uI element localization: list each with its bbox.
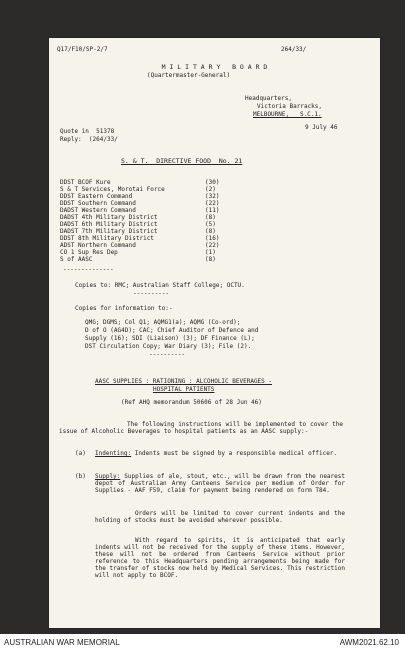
reference-line: (Ref AHQ memorandum 50606 of 28 Jun 46)	[121, 399, 262, 406]
item-b-paragraph	[95, 473, 345, 494]
distribution-row	[60, 200, 219, 207]
address-line-3: MELBOURNE, S.C.1.	[253, 111, 322, 118]
copies-to: Copies to: RMC; Australian Staff College; OCTU.	[75, 282, 245, 289]
distribution-label: DADST 6th Military District	[60, 221, 158, 228]
distribution-count: (8)	[205, 214, 216, 221]
letter-date: 9 July 46	[305, 124, 338, 131]
org-title: M I L I T A R Y B O A R D	[161, 63, 268, 71]
item-a-paragraph	[95, 450, 345, 457]
distribution-row	[60, 214, 219, 221]
distribution-row	[60, 235, 219, 242]
info-line: D of O (AG4D); CAC; Chief Auditor of Defence and	[85, 327, 259, 334]
distribution-label: ADST Northern Command	[60, 242, 136, 249]
distribution-count: (1)	[205, 249, 216, 256]
info-line: Supply (16); SDI (Liaison) (3); DF Finance (L);	[85, 335, 255, 342]
distribution-count: (22)	[205, 200, 220, 207]
distribution-count: (2)	[205, 186, 216, 193]
distribution-list	[60, 179, 219, 263]
directive-title: S. & T. DIRECTIVE FOOD No. 21	[121, 157, 243, 165]
distribution-label: DDST 8th Military District	[60, 235, 154, 242]
quote-reference: Quote in 51378	[60, 128, 115, 135]
distribution-row	[60, 249, 219, 256]
footer-accession-number: AWM2021.62.10	[339, 638, 399, 647]
distribution-label: S & T Services, Morotai Force	[60, 186, 165, 193]
file-reference: Q17/F10/SP-2/7	[57, 46, 108, 53]
distribution-label: DADST 4th Military District	[60, 214, 158, 221]
info-heading: Copies for information to:-	[75, 305, 173, 312]
item-a-text: Indents must be signed by a responsible medical officer.	[131, 450, 338, 457]
org-subtitle: (Quartermaster-General)	[147, 72, 231, 79]
distribution-label: S of AASC	[60, 256, 93, 263]
distribution-rule: --------------	[63, 266, 114, 273]
copies-rule: ----------	[133, 290, 170, 297]
distribution-row	[60, 256, 219, 263]
distribution-count: (32)	[205, 193, 220, 200]
distribution-label: DDST Southern Command	[60, 200, 136, 207]
address-line-1: Headquarters,	[245, 95, 292, 102]
distribution-row	[60, 186, 219, 193]
document-page	[49, 38, 380, 628]
distribution-row	[60, 179, 219, 186]
reply-reference: Reply: (264/33/	[60, 136, 118, 143]
distribution-count: (22)	[205, 242, 220, 249]
file-reference-right: 264/33/	[281, 46, 307, 53]
distribution-row	[60, 193, 219, 200]
item-b-label: (b)	[75, 473, 86, 480]
intro-paragraph: The following instructions will be implemented to cover the issue of Alcoholic Beverages to hospital patients as an AASC supply:-	[59, 421, 343, 435]
distribution-count: (8)	[205, 228, 216, 235]
distribution-label: DDST Eastern Command	[60, 193, 133, 200]
info-line: DST Circulation Copy; War Diary (3); File (2).	[85, 343, 252, 350]
distribution-count: (30)	[205, 179, 220, 186]
distribution-label: DDST BCOF Kure	[60, 179, 111, 186]
address-line-2: Victoria Barracks,	[257, 103, 323, 110]
distribution-row	[60, 221, 219, 228]
distribution-row	[60, 207, 219, 214]
info-rule: ----------	[149, 351, 186, 358]
distribution-label: DADST 7th Military District	[60, 228, 158, 235]
distribution-count: (8)	[205, 256, 216, 263]
item-b-heading: Supply:	[95, 473, 121, 480]
distribution-count: (11)	[205, 207, 220, 214]
distribution-row	[60, 228, 219, 235]
item-a-heading: Indenting:	[95, 450, 132, 457]
subject-line-1: AASC SUPPLIES : RATIONING : ALCOHOLIC BEVERAGES -	[95, 378, 273, 385]
orders-paragraph: Orders will be limited to cover current indents and the holding of stocks must be avoided wherever possible.	[95, 510, 345, 524]
subject-line-2: HOSPITAL PATIENTS	[153, 386, 215, 393]
distribution-label: DADST Western Command	[60, 207, 136, 214]
spirits-paragraph: With regard to spirits, it is anticipated that early indents will not be received for the supply of these items. However, these will not be ordered from Canteens Service without prior reference to this Headquarters pending arrangements being made for the transfer of stocks now held by Medical Services. This restriction will not apply to BCOF.	[95, 537, 345, 579]
distribution-label: CO 1 Sup Res Dep	[60, 249, 118, 256]
item-a-label: (a)	[75, 450, 86, 457]
distribution-count: (16)	[205, 235, 220, 242]
footer-institution: AUSTRALIAN WAR MEMORIAL	[4, 638, 120, 647]
info-line: QMG; DGMS; Col Q1; AQMG1(a); AQMG (Co-ord);	[85, 319, 241, 326]
distribution-row	[60, 242, 219, 249]
item-b-text: Supplies of ale, stout, etc., will be drawn from the nearest depot of Australian Army Canteens Service per medium of Order for Supplies - AAF F59, claim for payment being rendered on form T84.	[95, 473, 345, 494]
distribution-count: (5)	[205, 221, 216, 228]
